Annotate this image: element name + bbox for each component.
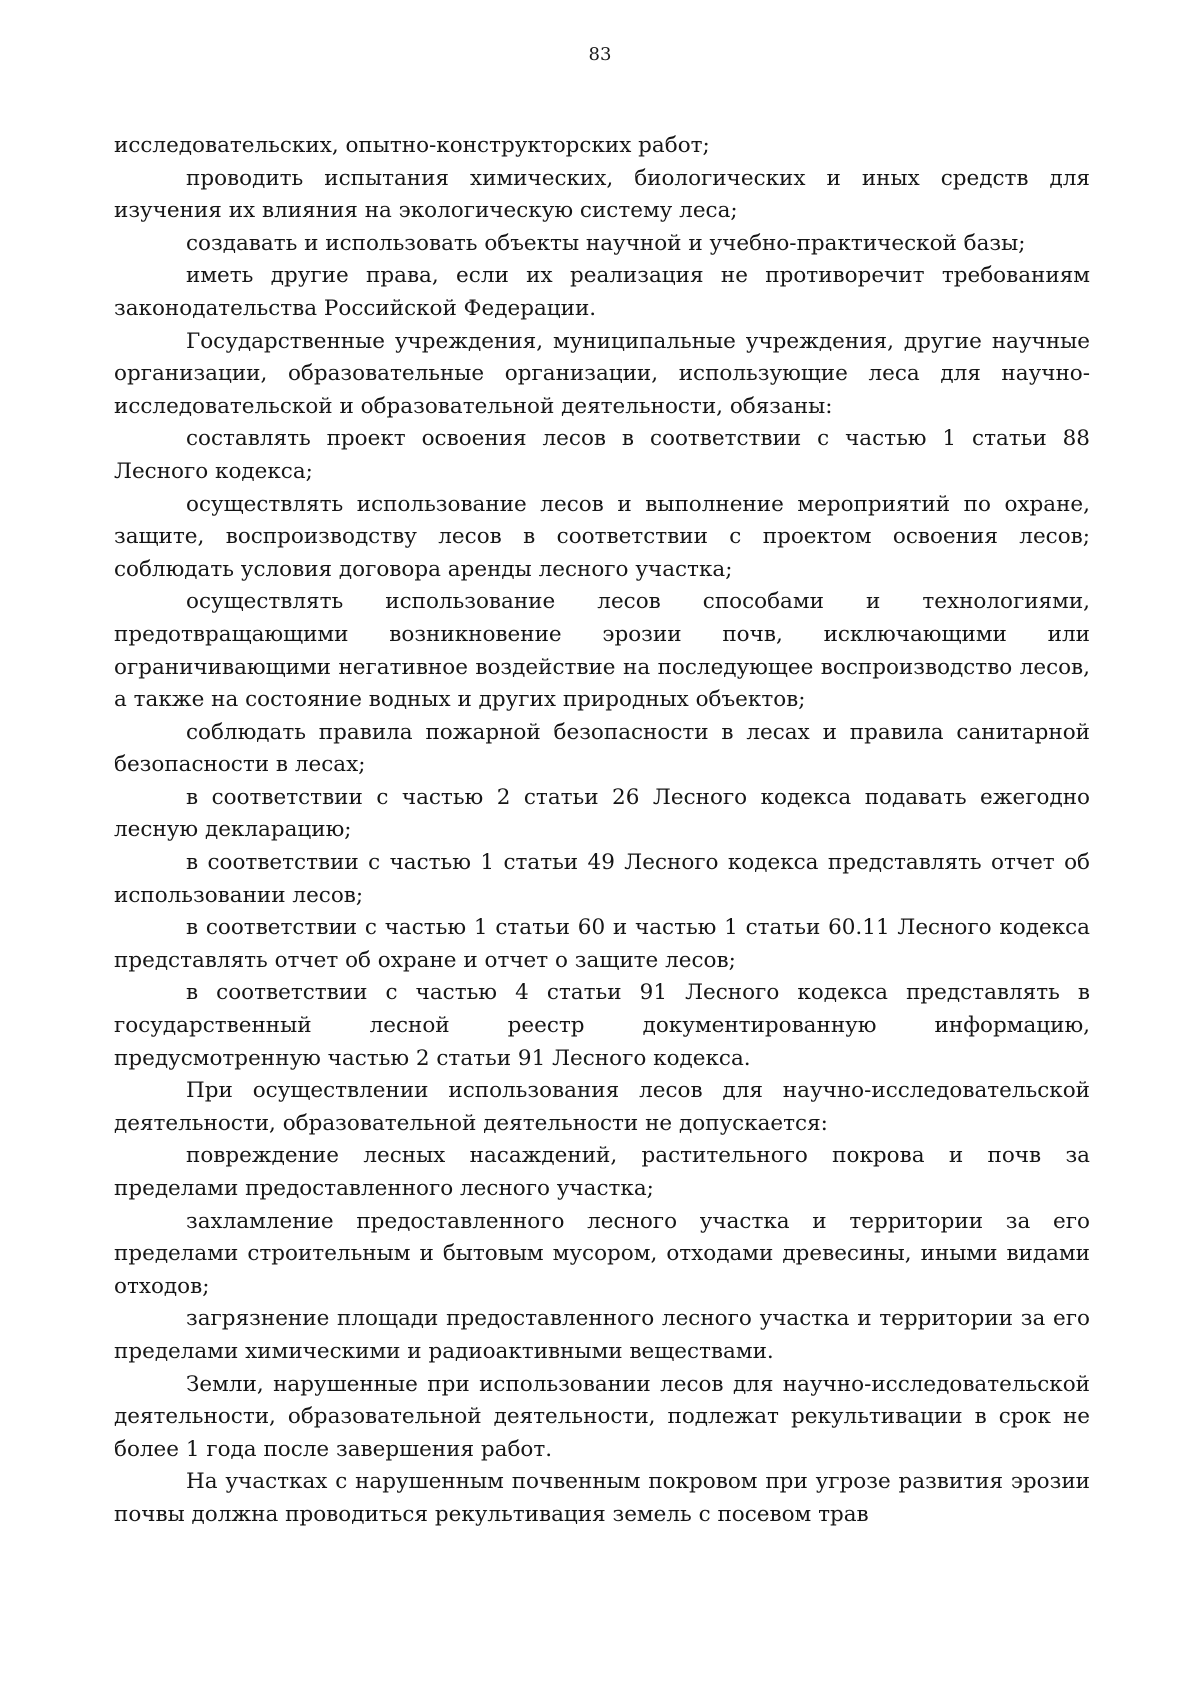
paragraph: в соответствии с частью 2 статьи 26 Лесного кодекса подавать ежегодно лесную декларацию; xyxy=(114,784,1090,843)
paragraph: повреждение лесных насаждений, растительного покрова и почв за пределами предоставленного лесного участка; xyxy=(114,1143,1090,1201)
paragraph: составлять проект освоения лесов в соответствии с частью 1 статьи 88 Лесного кодекса; xyxy=(114,426,1090,484)
paragraph: проводить испытания химических, биологических и иных средств для изучения их влияния на экологическую систему леса; xyxy=(114,165,1090,224)
paragraph: создавать и использовать объекты научной и учебно-практической базы; xyxy=(186,230,1026,256)
paragraph-continuation: исследовательских, опытно-конструкторских работ; xyxy=(114,133,710,158)
paragraph: осуществлять использование лесов способами и технологиями, предотвращающими возникновение эрозии почв, исключающими или ограничивающими негативное воздействие на последующее воспроизводство лесов, а также на состояние водных и других природных объектов; xyxy=(114,589,1090,713)
paragraph: в соответствии с частью 4 статьи 91 Лесного кодекса представлять в государственный лесной реестр документированную информацию, предусмотренную частью 2 статьи 91 Лесного кодекса. xyxy=(114,980,1090,1071)
paragraph: захламление предоставленного лесного участка и территории за его пределами строительным и бытовым мусором, отходами древесины, иными видами отходов; xyxy=(114,1208,1090,1299)
paragraph: в соответствии с частью 1 статьи 60 и частью 1 статьи 60.11 Лесного кодекса представлять отчет об охране и отчет о защите лесов; xyxy=(114,915,1090,973)
paragraph: загрязнение площади предоставленного лесного участка и территории за его пределами химическими и радиоактивными веществами. xyxy=(114,1306,1090,1364)
paragraph: осуществлять использование лесов и выполнение мероприятий по охране, защите, воспроизводству лесов в соответствии с проектом освоения лесов; соблюдать условия договора аренды лесного участка; xyxy=(114,491,1090,582)
paragraph: Государственные учреждения, муниципальные учреждения, другие научные организации, образовательные организации, использующие леса для научно-исследовательской и образовательной деятельности, обязаны: xyxy=(114,328,1090,419)
paragraph: На участках с нарушенным почвенным покровом при угрозе развития эрозии почвы должна проводиться рекультивация земель с посевом трав xyxy=(114,1469,1090,1527)
document-body xyxy=(114,130,1090,1532)
paragraph: соблюдать правила пожарной безопасности в лесах и правила санитарной безопасности в лесах; xyxy=(114,719,1090,778)
paragraph: в соответствии с частью 1 статьи 49 Лесного кодекса представлять отчет об использовании лесов; xyxy=(114,850,1090,908)
paragraph: Земли, нарушенные при использовании лесов для научно-исследовательской деятельности, образовательной деятельности, подлежат рекультивации в срок не более 1 года после завершения работ. xyxy=(114,1371,1090,1462)
paragraph: При осуществлении использования лесов для научно-исследовательской деятельности, образовательной деятельности не допускается: xyxy=(114,1078,1090,1136)
page-number: 83 xyxy=(588,44,612,65)
paragraph: иметь другие права, если их реализация не противоречит требованиям законодательства Российской Федерации. xyxy=(114,263,1090,321)
